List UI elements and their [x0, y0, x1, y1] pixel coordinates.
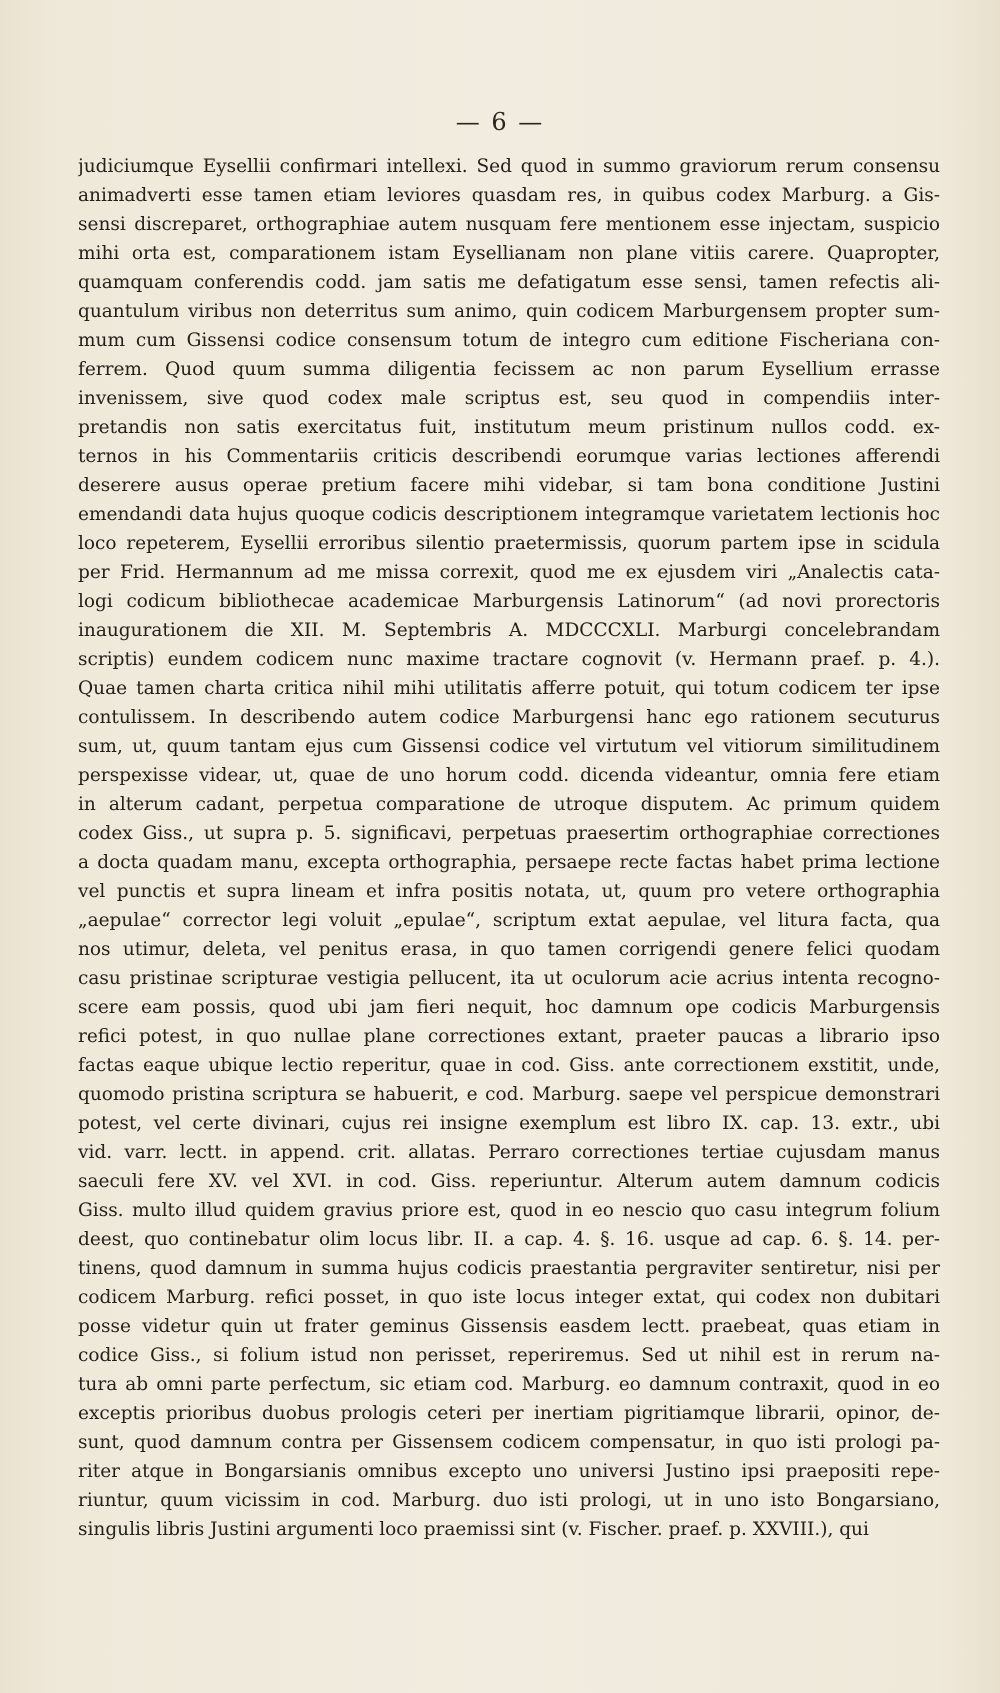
text-line: sum, ut, quum tantam ejus cum Gissensi codice vel virtutum vel vitiorum similitudinem [78, 736, 940, 757]
text-line: vel punctis et supra lineam et infra positis notata, ut, quum pro vetere orthographia [78, 881, 940, 902]
text-line: sunt, quod damnum contra per Gissensem codicem compensatur, in quo isti prologi pa- [78, 1432, 940, 1453]
text-line: nos utimur, deleta, vel penitus erasa, in quo tamen corrigendi genere felici quodam [78, 939, 940, 960]
text-line: posse videtur quin ut frater geminus Gissensis easdem lectt. praebeat, quas etiam in [78, 1316, 940, 1337]
text-line: riuntur, quum vicissim in cod. Marburg. duo isti prologi, ut in uno isto Bongarsiano, [78, 1490, 940, 1511]
text-line: judiciumque Eysellii confirmari intellexi. Sed quod in summo graviorum rerum consensu [78, 156, 940, 177]
text-line: ternos in his Commentariis criticis describendi eorumque varias lectiones afferendi [78, 446, 940, 467]
text-line: sensi discreparet, orthographiae autem nusquam fere mentionem esse injectam, suspicio [78, 214, 940, 235]
text-line: potest, vel certe divinari, cujus rei insigne exemplum est libro IX. cap. 13. extr., ubi [78, 1113, 940, 1134]
text-line: codice Giss., si folium istud non perisset, reperiremus. Sed ut nihil est in rerum na- [78, 1345, 940, 1366]
text-line: per Frid. Hermannum ad me missa correxit, quod me ex ejusdem viri „Analectis cata- [78, 562, 940, 583]
text-line: deserere ausus operae pretium facere mihi videbar, si tam bona conditione Justini [78, 475, 940, 496]
text-line: perspexisse videar, ut, quae de uno horum codd. dicenda videantur, omnia fere etiam [78, 765, 940, 786]
text-line: Quae tamen charta critica nihil mihi utilitatis afferre potuit, qui totum codicem ter ipse [78, 678, 940, 699]
text-line: exceptis prioribus duobus prologis ceteri per inertiam pigritiamque librarii, opinor, de- [78, 1403, 940, 1424]
body-text [78, 152, 940, 1544]
text-line: refici potest, in quo nullae plane correctiones extant, praeter paucas a librario ipso [78, 1026, 940, 1047]
text-line: mum cum Gissensi codice consensum totum de integro cum editione Fischeriana con- [78, 330, 940, 351]
text-line: casu pristinae scripturae vestigia pellucent, ita ut oculorum acie acrius intenta recogno- [78, 968, 940, 989]
text-line: animadverti esse tamen etiam leviores quasdam res, in quibus codex Marburg. a Gis- [78, 185, 940, 206]
text-line: contulissem. In describendo autem codice Marburgensi hanc ego rationem secuturus [78, 707, 940, 728]
text-line: vid. varr. lectt. in append. crit. allatas. Perraro correctiones tertiae cujusdam manus [78, 1142, 940, 1163]
text-line: logi codicum bibliothecae academicae Marburgensis Latinorum“ (ad novi prorectoris [78, 591, 940, 612]
text-line: tinens, quod damnum in summa hujus codicis praestantia pergraviter sentiretur, nisi per [78, 1258, 940, 1279]
text-line: emendandi data hujus quoque codicis descriptionem integramque varietatem lectionis hoc [78, 504, 940, 525]
text-line: Giss. multo illud quidem gravius priore est, quod in eo nescio quo casu integrum folium [78, 1200, 940, 1221]
text-line: codicem Marburg. refici posset, in quo iste locus integer extat, qui codex non dubitari [78, 1287, 940, 1308]
text-line: „aepulae“ corrector legi voluit „epulae“, scriptum extat aepulae, vel litura facta, qua [78, 910, 940, 931]
text-line: tura ab omni parte perfectum, sic etiam cod. Marburg. eo damnum contraxit, quod in eo [78, 1374, 940, 1395]
text-line: riter atque in Bongarsianis omnibus excepto uno universi Justino ipsi praepositi repe- [78, 1461, 940, 1482]
text-line: quantulum viribus non deterritus sum animo, quin codicem Marburgensem propter sum- [78, 301, 940, 322]
text-line: in alterum cadant, perpetua comparatione de utroque disputem. Ac primum quidem [78, 794, 940, 815]
text-line: quomodo pristina scriptura se habuerit, e cod. Marburg. saepe vel perspicue demonstrari [78, 1084, 940, 1105]
text-line: loco repeterem, Eysellii erroribus silentio praetermissis, quorum partem ipse in scidula [78, 533, 940, 554]
text-line: singulis libris Justini argumenti loco praemissi sint (v. Fischer. praef. p. XXVIII.), qui [78, 1519, 869, 1540]
text-line: quamquam conferendis codd. jam satis me defatigatum esse sensi, tamen refectis ali- [78, 272, 940, 293]
text-line: a docta quadam manu, excepta orthographia, persaepe recte factas habet prima lectione [78, 852, 940, 873]
text-line: saeculi fere XV. vel XVI. in cod. Giss. reperiuntur. Alterum autem damnum codicis [78, 1171, 940, 1192]
text-line: factas eaque ubique lectio reperitur, quae in cod. Giss. ante correctionem exstitit, unde, [78, 1055, 940, 1076]
page-number: — 6 — [455, 108, 545, 136]
text-line: inaugurationem die XII. M. Septembris A. MDCCCXLI. Marburgi concelebrandam [78, 620, 940, 641]
text-line: ferrem. Quod quum summa diligentia fecissem ac non parum Eysellium errasse [78, 359, 940, 380]
text-line: invenissem, sive quod codex male scriptus est, seu quod in compendiis inter- [78, 388, 940, 409]
text-line: scriptis) eundem codicem nunc maxime tractare cognovit (v. Hermann praef. p. 4.). [78, 649, 940, 670]
text-line: pretandis non satis exercitatus fuit, institutum meum pristinum nullos codd. ex- [78, 417, 940, 438]
text-line: mihi orta est, comparationem istam Eysellianam non plane vitiis carere. Quapropter, [78, 243, 940, 264]
text-line: codex Giss., ut supra p. 5. significavi, perpetuas praesertim orthographiae correctiones [78, 823, 940, 844]
text-line: scere eam possis, quod ubi jam fieri nequit, hoc damnum ope codicis Marburgensis [78, 997, 940, 1018]
text-line: deest, quo continebatur olim locus libr. II. a cap. 4. §. 16. usque ad cap. 6. §. 14. per- [78, 1229, 940, 1250]
